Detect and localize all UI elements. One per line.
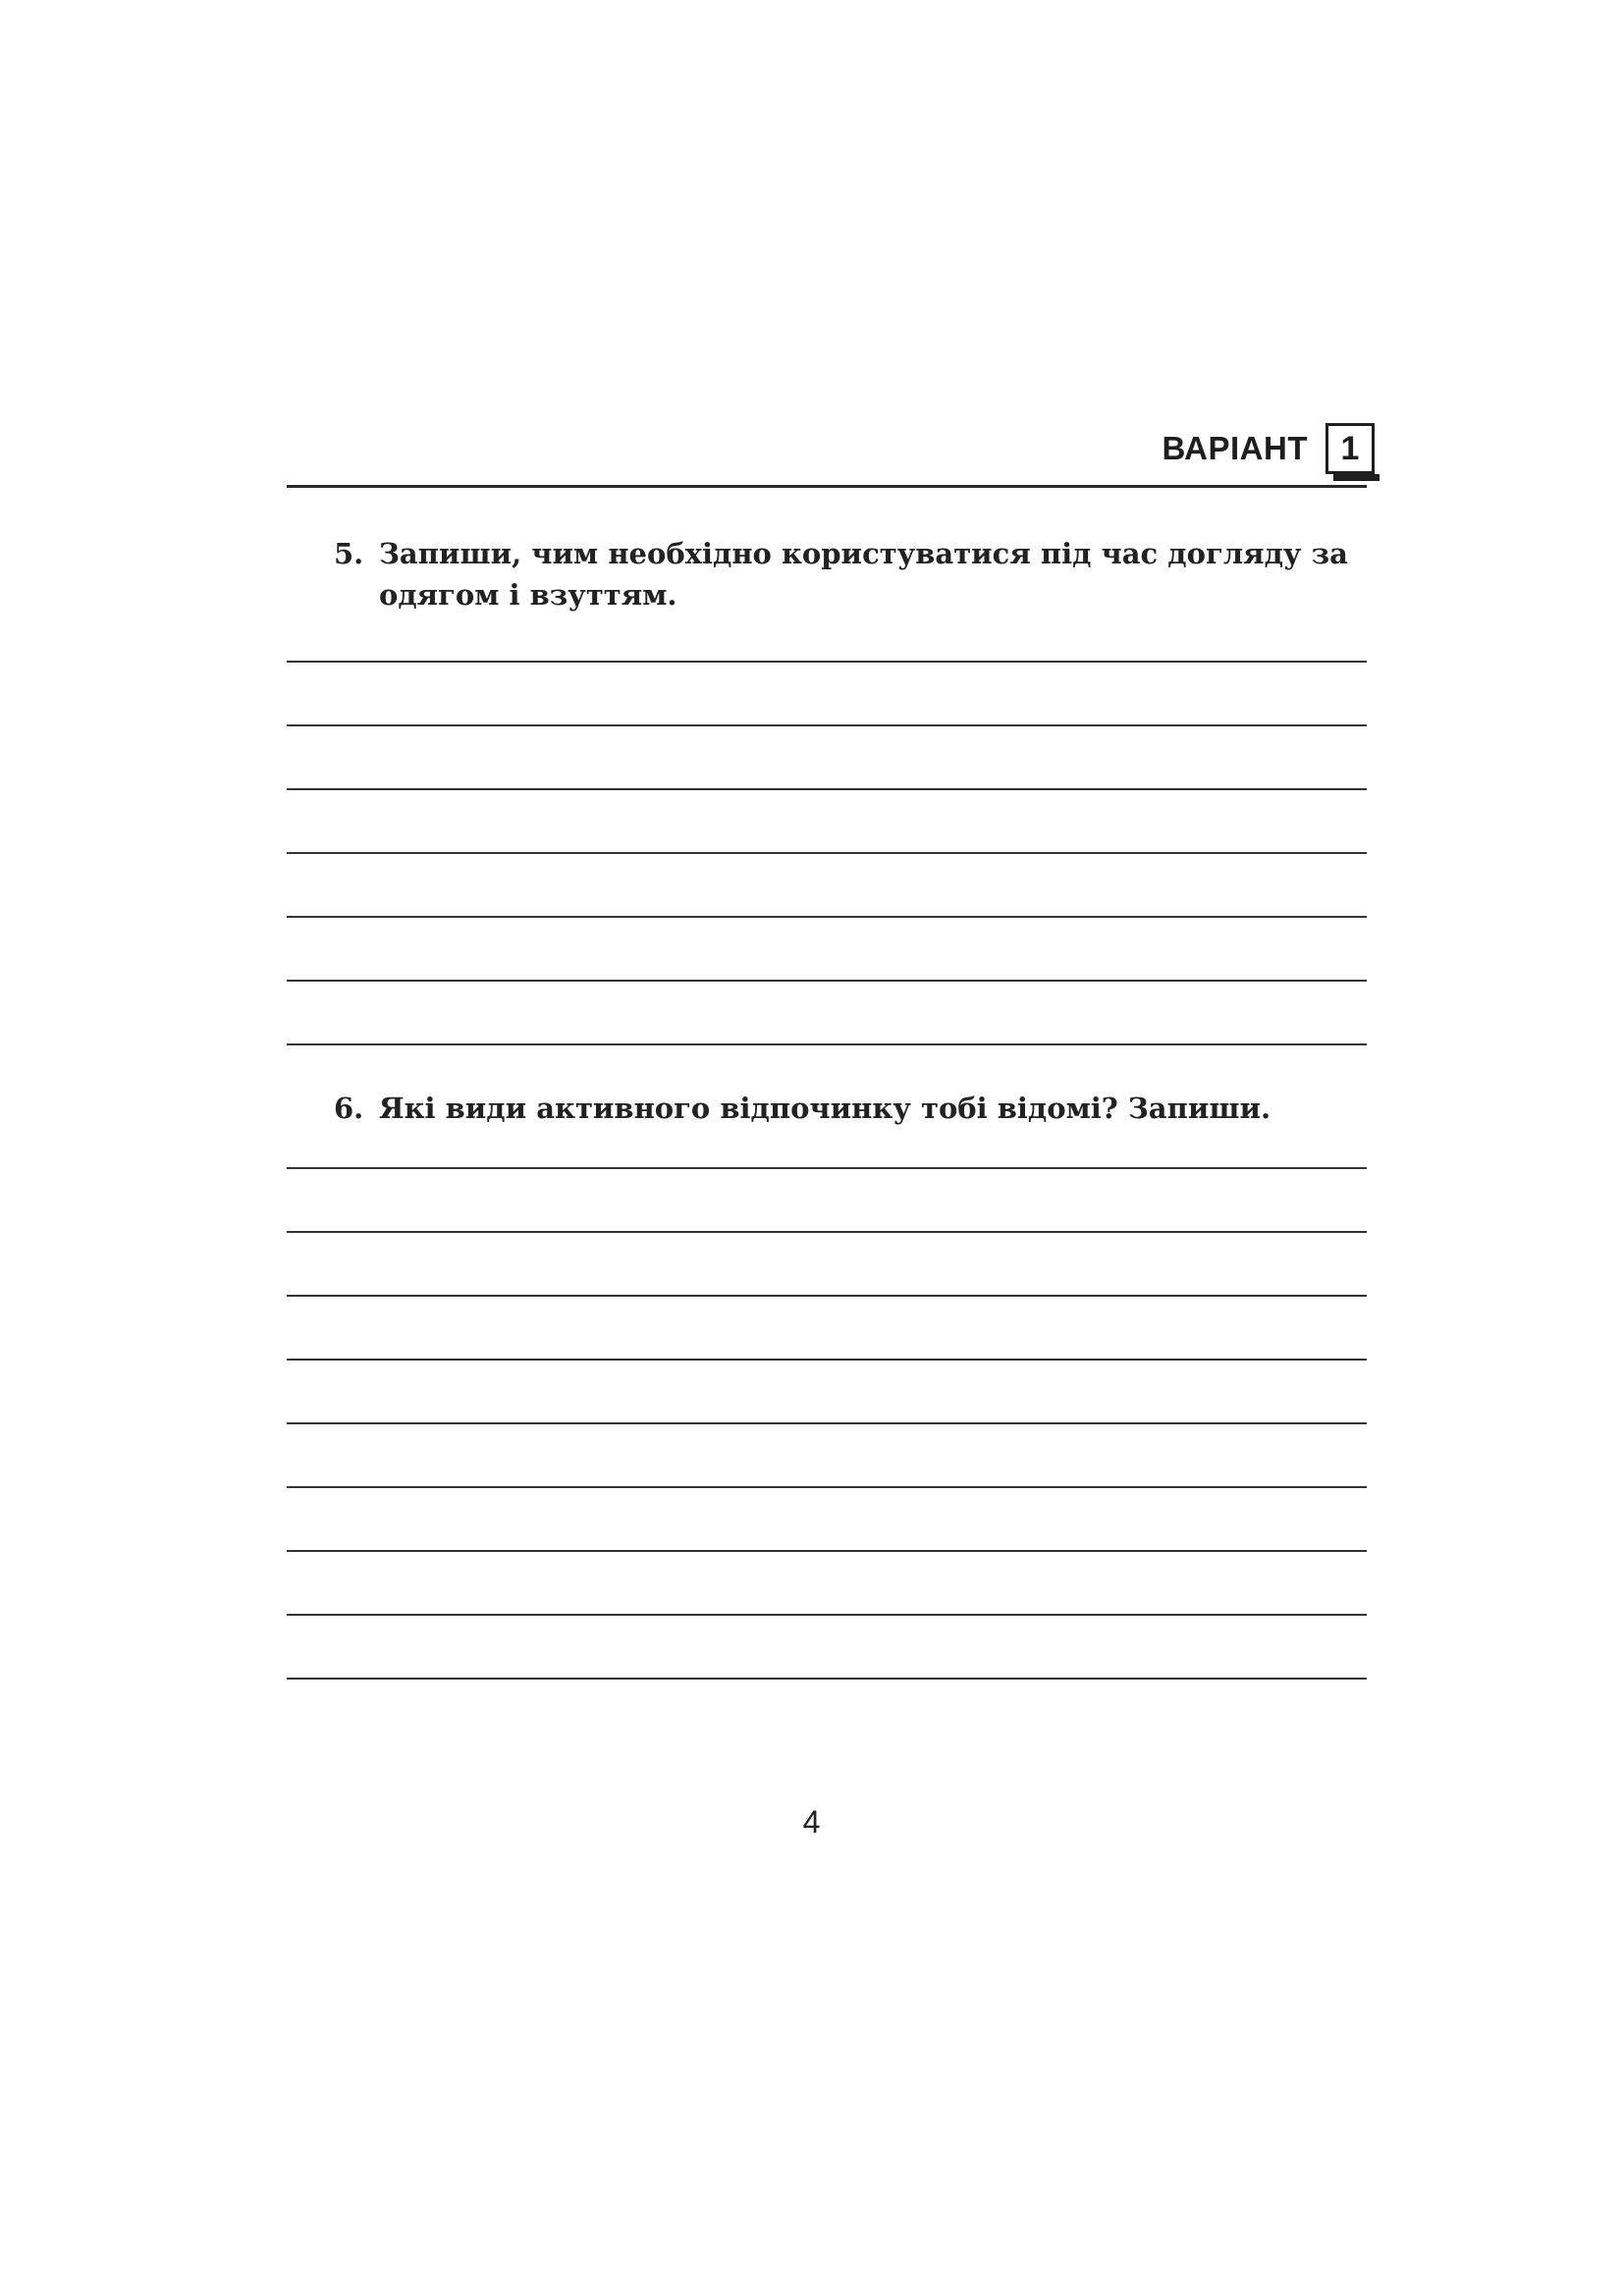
answer-line[interactable] — [287, 1424, 1367, 1488]
answer-line[interactable] — [287, 854, 1367, 918]
variant-number-box: 1 — [1325, 423, 1375, 474]
question-text: Які види активного відпочинку тобі відомі? Запиши. — [379, 1092, 1271, 1125]
answer-line[interactable] — [287, 918, 1367, 982]
answer-line[interactable] — [287, 663, 1367, 726]
answer-line[interactable] — [287, 1297, 1367, 1361]
question-number: 6. — [334, 1092, 364, 1125]
answer-line[interactable] — [287, 1361, 1367, 1424]
answer-line[interactable] — [287, 1616, 1367, 1680]
answer-line[interactable] — [287, 1488, 1367, 1552]
variant-label: ВАРІАНТ — [1162, 430, 1308, 466]
answer-line[interactable] — [287, 1169, 1367, 1233]
page-number: 4 — [802, 1804, 821, 1840]
answer-lines-question-5 — [287, 599, 1367, 1045]
question-text: Запиши, чим необхідно користуватися під час догляду за одягом і взуттям. — [379, 537, 1348, 612]
variant-header — [1162, 417, 1375, 480]
answer-line[interactable] — [287, 1105, 1367, 1169]
answer-line[interactable] — [287, 1552, 1367, 1616]
answer-line[interactable] — [287, 599, 1367, 663]
answer-line[interactable] — [287, 982, 1367, 1045]
answer-line[interactable] — [287, 726, 1367, 790]
answer-line[interactable] — [287, 1233, 1367, 1297]
question-number: 5. — [334, 537, 364, 570]
answer-line[interactable] — [287, 790, 1367, 854]
answer-lines-question-6 — [287, 1105, 1367, 1680]
header-divider — [287, 485, 1367, 488]
